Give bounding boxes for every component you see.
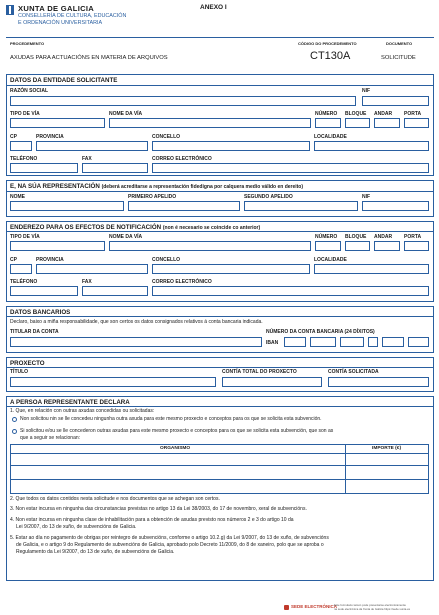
procedure-code-label: CÓDIGO DO PROCEDEMENTO <box>298 41 357 46</box>
notif-numero-label: NÚMERO <box>315 234 338 240</box>
declaration-item-4-line-2: Lei 9/2007, do 13 de xuño, de subvencións de Galicia. <box>16 524 137 530</box>
procedure-title: AXUDAS PARA ACTUACIÓNS EN MATERIA DE ARQUIVOS <box>10 55 168 61</box>
notif-bloque-field[interactable] <box>345 241 370 251</box>
applicant-title-rule <box>6 85 434 86</box>
notif-localidade-field[interactable] <box>314 264 429 274</box>
numero-field[interactable] <box>315 118 341 128</box>
cp-field[interactable] <box>10 141 32 151</box>
rep-nif-field[interactable] <box>362 201 429 211</box>
project-title-label: TÍTULO <box>10 369 29 375</box>
other-aid-text-1: Si solicitou e/ou se lle concederon outras axudas para este mesmo proxecto e conceptos para os que se solicita esta subvención, que son as <box>20 428 334 434</box>
representative-title-rule <box>6 191 434 192</box>
concello-label: CONCELLO <box>152 134 181 140</box>
notif-telefono-label: TELÉFONO <box>10 279 38 285</box>
notif-numero-field[interactable] <box>315 241 341 251</box>
project-total-field[interactable] <box>222 377 322 387</box>
notif-andar-label: ANDAR <box>374 234 393 240</box>
notif-cp-label: CP <box>10 257 17 263</box>
aid-table-row[interactable] <box>10 480 429 494</box>
notif-porta-label: PORTA <box>404 234 422 240</box>
rep-apelido2-field[interactable] <box>244 201 358 211</box>
andar-label: ANDAR <box>374 111 393 117</box>
sede-label: SEDE ELECTRÓNICA <box>291 604 338 609</box>
notif-provincia-label: PROVINCIA <box>36 257 64 263</box>
account-number-field[interactable] <box>382 337 404 347</box>
representative-title-text: E, NA SÚA REPRESENTACIÓN <box>10 183 100 190</box>
declaration-item-3: 3. Non estar incursa en ningunha das circunstancias previstas no artigo 13 da Lei 38/2003, do 17 de novembro, xeral de subvencións. <box>10 506 307 512</box>
notif-provincia-field[interactable] <box>36 264 148 274</box>
notif-cp-field[interactable] <box>10 264 32 274</box>
porta-field[interactable] <box>404 118 429 128</box>
fax-field[interactable] <box>82 163 148 173</box>
account-office-field[interactable] <box>340 337 364 347</box>
rep-apelido1-label: PRIMEIRO APELIDO <box>128 194 177 200</box>
notif-telefono-field[interactable] <box>10 286 78 296</box>
applicant-section-title: DATOS DA ENTIDADE SOLICITANTE <box>10 77 118 84</box>
provincia-field[interactable] <box>36 141 148 151</box>
procedure-divider <box>6 37 434 38</box>
declaration-item-1: 1. Que, en relación con outras axudas concedidas ou solicitadas: <box>10 408 155 414</box>
account-label: NÚMERO DA CONTA BANCARIA (24 DÍXITOS) <box>266 329 375 335</box>
project-title-field[interactable] <box>10 377 216 387</box>
footer-note-1: Este formulario tamén pode presentarse electronicamente <box>334 603 406 607</box>
bloque-field[interactable] <box>345 118 370 128</box>
department-line-1: CONSELLERÍA DE CULTURA, EDUCACIÓN <box>18 13 127 19</box>
iban-label: IBAN <box>266 340 279 346</box>
declaration-title-rule <box>6 406 434 407</box>
iban-field[interactable] <box>284 337 306 347</box>
bloque-label: BLOQUE <box>345 111 367 117</box>
document-label: DOCUMENTO <box>386 41 413 46</box>
project-requested-label: CONTÍA SOLICITADA <box>328 369 379 375</box>
procedure-label: PROCEDEMENTO <box>10 41 45 46</box>
declaration-section-title: A PERSOA REPRESENTANTE DECLARA <box>10 399 130 406</box>
department-line-2: E ORDENACIÓN UNIVERSITARIA <box>18 20 103 26</box>
aid-table-row[interactable] <box>10 466 429 480</box>
notif-nome-via-label: NOME DA VÍA <box>109 234 143 240</box>
notif-nome-via-field[interactable] <box>109 241 311 251</box>
declaration-item-5-line-3: Regulamento da Lei 9/2007, do 13 de xuño, de subvencións de Galicia. <box>16 549 175 555</box>
razon-social-field[interactable] <box>10 96 356 106</box>
project-total-label: CONTÍA TOTAL DO PROXECTO <box>222 369 297 375</box>
rep-nif-label: NIF <box>362 194 371 200</box>
project-requested-field[interactable] <box>328 377 429 387</box>
annex-label: ANEXO I <box>200 4 227 11</box>
cp-label: CP <box>10 134 17 140</box>
sede-icon <box>284 605 289 610</box>
notification-title-rule <box>6 231 434 232</box>
notif-bloque-label: BLOQUE <box>345 234 367 240</box>
representative-section-title <box>10 183 303 191</box>
tipo-via-field[interactable] <box>10 118 105 128</box>
no-other-aid-text: Non solicitou nin se lle concedeu ningunha outra axuda para este mesmo proxecto e conceptos para os que se solicita esta subvención. <box>20 416 322 422</box>
notification-title-note: (non é necesario se coincide co anterior) <box>162 225 261 231</box>
notification-title-text: ENDEREZO PARA OS EFECTOS DE NOTIFICACIÓN <box>10 224 162 231</box>
titular-field[interactable] <box>10 337 262 347</box>
notif-concello-label: CONCELLO <box>152 257 181 263</box>
fax-label: FAX <box>82 156 92 162</box>
bank-title-rule <box>6 316 434 317</box>
notif-tipo-via-field[interactable] <box>10 241 105 251</box>
tipo-via-label: TIPO DE VÍA <box>10 111 40 117</box>
bank-section-title: DATOS BANCARIOS <box>10 309 71 316</box>
provincia-label: PROVINCIA <box>36 134 64 140</box>
andar-field[interactable] <box>374 118 400 128</box>
notif-porta-field[interactable] <box>404 241 429 251</box>
footer-note-2: na sede electrónica da Xunta de Galicia https://sede.xunta.es <box>334 607 411 611</box>
notif-fax-label: FAX <box>82 279 92 285</box>
telefono-label: TELÉFONO <box>10 156 38 162</box>
project-section-title: PROXECTO <box>10 360 45 367</box>
titular-label: TITULAR DA CONTA <box>10 329 59 335</box>
logo-cross-icon <box>9 6 11 14</box>
other-aid-radio[interactable] <box>12 429 17 434</box>
notif-email-field[interactable] <box>152 286 429 296</box>
account-dc-field[interactable] <box>368 337 378 347</box>
declaration-item-5-line-1: 5. Estar ao día no pagamento de obrigas por reintegro de subvencións, conforme o artigo 10.2.g) da Lei 9/2007, do 13 de xuño, de subvencións <box>10 535 329 541</box>
account-number-field-2[interactable] <box>408 337 429 347</box>
no-other-aid-radio[interactable] <box>12 417 17 422</box>
porta-label: PORTA <box>404 111 422 117</box>
notif-andar-field[interactable] <box>374 241 400 251</box>
notif-concello-field[interactable] <box>152 264 310 274</box>
aid-table-header-org: ORGANISMO <box>160 446 191 451</box>
localidade-field[interactable] <box>314 141 429 151</box>
localidade-label: LOCALIDADE <box>314 134 347 140</box>
notif-tipo-via-label: TIPO DE VÍA <box>10 234 40 240</box>
applicant-nif-label: NIF <box>362 88 371 94</box>
concello-field[interactable] <box>152 141 310 151</box>
rep-nome-field[interactable] <box>10 201 124 211</box>
declaration-item-4-line-1: 4. Non estar incursa en ningunha clase de inhabilitación para a obtención de axudas previsto nos números 2 e 3 do artigo 10 da <box>10 517 294 523</box>
rep-apelido1-field[interactable] <box>128 201 240 211</box>
nome-via-field[interactable] <box>109 118 311 128</box>
other-aid-text-2: que a seguir se relacionan: <box>20 435 81 441</box>
rep-apelido2-label: SEGUNDO APELIDO <box>244 194 293 200</box>
bank-statement: Declaro, baixo a miña responsabilidade, que son certos os datos consignados relativos á conta bancaria indicada. <box>10 319 263 325</box>
notif-email-label: CORREO ELECTRÓNICO <box>152 279 212 285</box>
nome-via-label: NOME DA VÍA <box>109 111 143 117</box>
representative-title-note: (deberá acreditarse a representación fidedigna por calquera medio válido en dereito) <box>101 184 304 190</box>
aid-table-row[interactable] <box>10 453 429 466</box>
rep-nome-label: NOME <box>10 194 25 200</box>
email-field[interactable] <box>152 163 429 173</box>
applicant-nif-field[interactable] <box>362 96 429 106</box>
razon-social-label: RAZÓN SOCIAL <box>10 88 49 94</box>
procedure-code: CT130A <box>310 50 351 62</box>
notif-fax-field[interactable] <box>82 286 148 296</box>
brand-name: XUNTA DE GALICIA <box>18 4 95 13</box>
declaration-item-2: 2. Que todos os datos contidos nesta solicitude e nos documentos que se achegan son certos. <box>10 496 220 502</box>
document-type: SOLICITUDE <box>381 55 416 61</box>
aid-table-header-amount: IMPORTE (€) <box>372 446 402 451</box>
numero-label: NÚMERO <box>315 111 338 117</box>
account-entity-field[interactable] <box>310 337 336 347</box>
email-label: CORREO ELECTRÓNICO <box>152 156 212 162</box>
project-title-rule <box>6 367 434 368</box>
declaration-item-5-line-2: de Galicia, e o artigo 9 do Regulamento de subvencións de Galicia, aprobado polo Decreto 11/2009, do 8 de xaneiro, polo que se aproba o <box>16 542 324 548</box>
telefono-field[interactable] <box>10 163 78 173</box>
notif-localidade-label: LOCALIDADE <box>314 257 347 263</box>
